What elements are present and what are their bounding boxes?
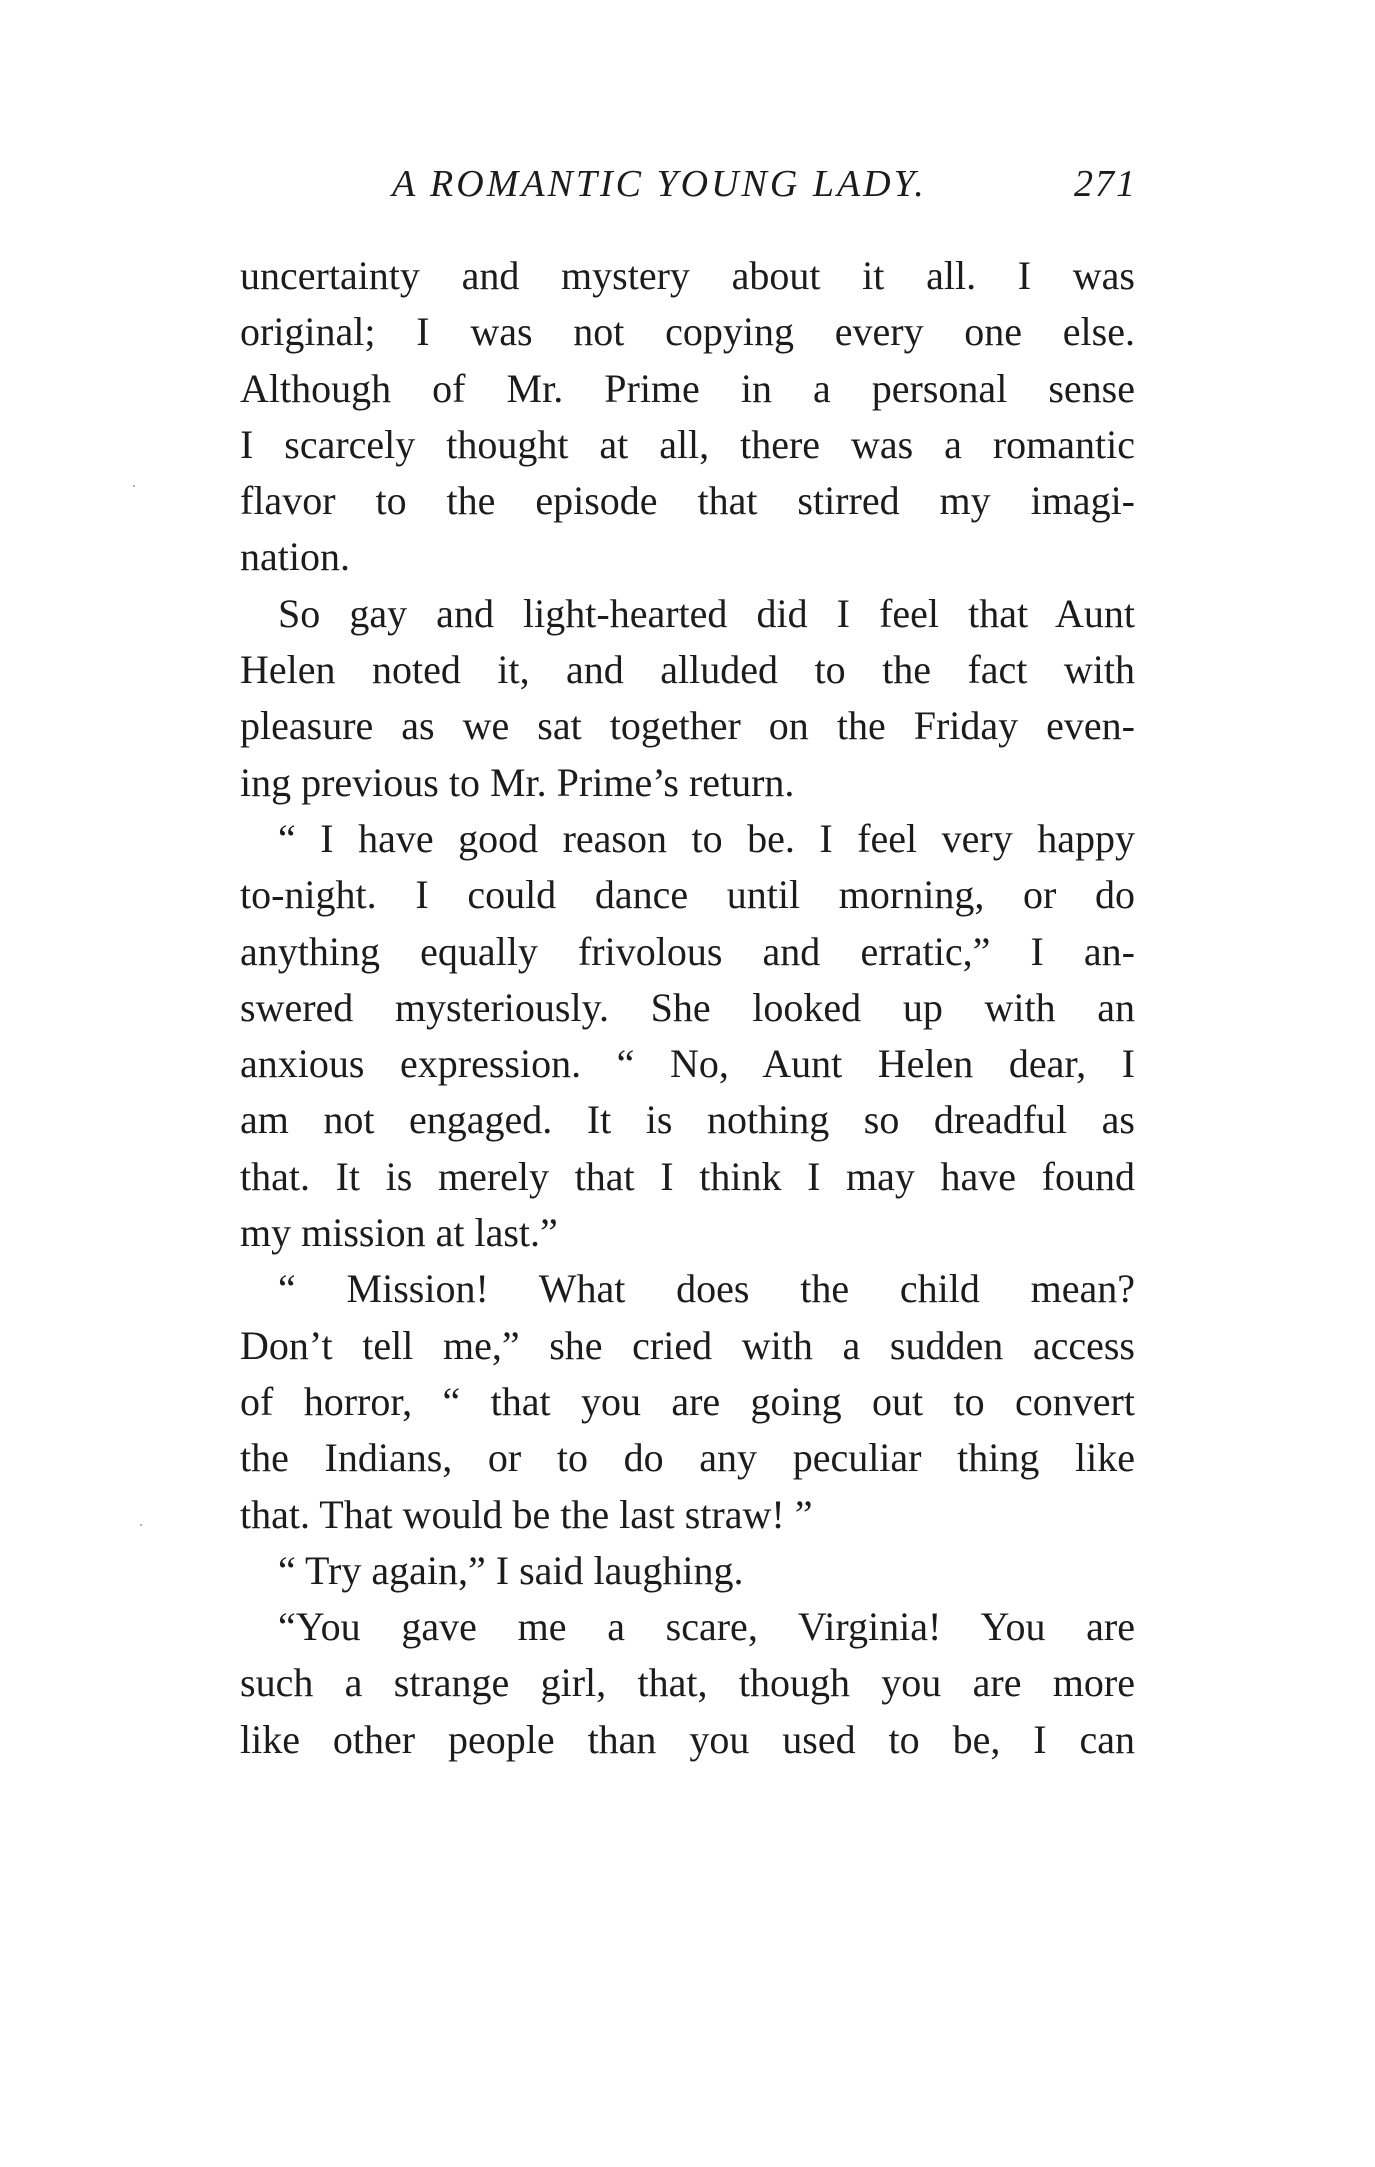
- text-line: like other people than you used to be, I can: [240, 1716, 1135, 1762]
- paper-speck: [140, 1524, 142, 1526]
- text-line: Helen noted it, and alluded to the fact with: [240, 647, 1135, 693]
- text-line: Don’t tell me,” she cried with a sudden access: [240, 1322, 1135, 1368]
- running-head: [240, 162, 1140, 222]
- text-line: Although of Mr. Prime in a personal sense: [240, 365, 1135, 411]
- text-line: of horror, “ that you are going out to convert: [240, 1378, 1135, 1424]
- text-line: So gay and light-hearted did I feel that Aunt: [278, 590, 1135, 636]
- text-line: such a strange girl, that, though you are more: [240, 1660, 1135, 1706]
- page-number: 271: [1074, 163, 1137, 205]
- text-line: flavor to the episode that stirred my imagi-: [240, 478, 1135, 524]
- text-line: to-night. I could dance until morning, or do: [240, 872, 1135, 918]
- text-line: pleasure as we sat together on the Friday even-: [240, 703, 1135, 749]
- running-title: A ROMANTIC YOUNG LADY.: [392, 163, 927, 205]
- text-line: that. That would be the last straw! ”: [240, 1491, 813, 1537]
- text-line: that. It is merely that I think I may have found: [240, 1153, 1135, 1199]
- text-line: swered mysteriously. She looked up with an: [240, 984, 1135, 1030]
- text-line: I scarcely thought at all, there was a romantic: [240, 421, 1135, 467]
- text-line: “ Try again,” I said laughing.: [278, 1547, 744, 1593]
- text-line: am not engaged. It is nothing so dreadful as: [240, 1097, 1135, 1143]
- text-line: the Indians, or to do any peculiar thing like: [240, 1435, 1135, 1481]
- text-line: “You gave me a scare, Virginia! You are: [278, 1604, 1135, 1650]
- text-line: nation.: [240, 534, 350, 580]
- body-text: [240, 248, 1135, 1768]
- text-line: my mission at last.”: [240, 1210, 558, 1256]
- text-line: “ I have good reason to be. I feel very happy: [278, 815, 1135, 861]
- text-line: anything equally frivolous and erratic,” I an-: [240, 928, 1135, 974]
- text-line: uncertainty and mystery about it all. I was: [240, 253, 1135, 298]
- paper-speck: [133, 485, 135, 487]
- text-line: original; I was not copying every one else.: [240, 309, 1135, 355]
- text-line: “ Mission! What does the child mean?: [278, 1266, 1135, 1312]
- text-line: anxious expression. “ No, Aunt Helen dear, I: [240, 1041, 1135, 1087]
- text-line: ing previous to Mr. Prime’s return.: [240, 759, 795, 805]
